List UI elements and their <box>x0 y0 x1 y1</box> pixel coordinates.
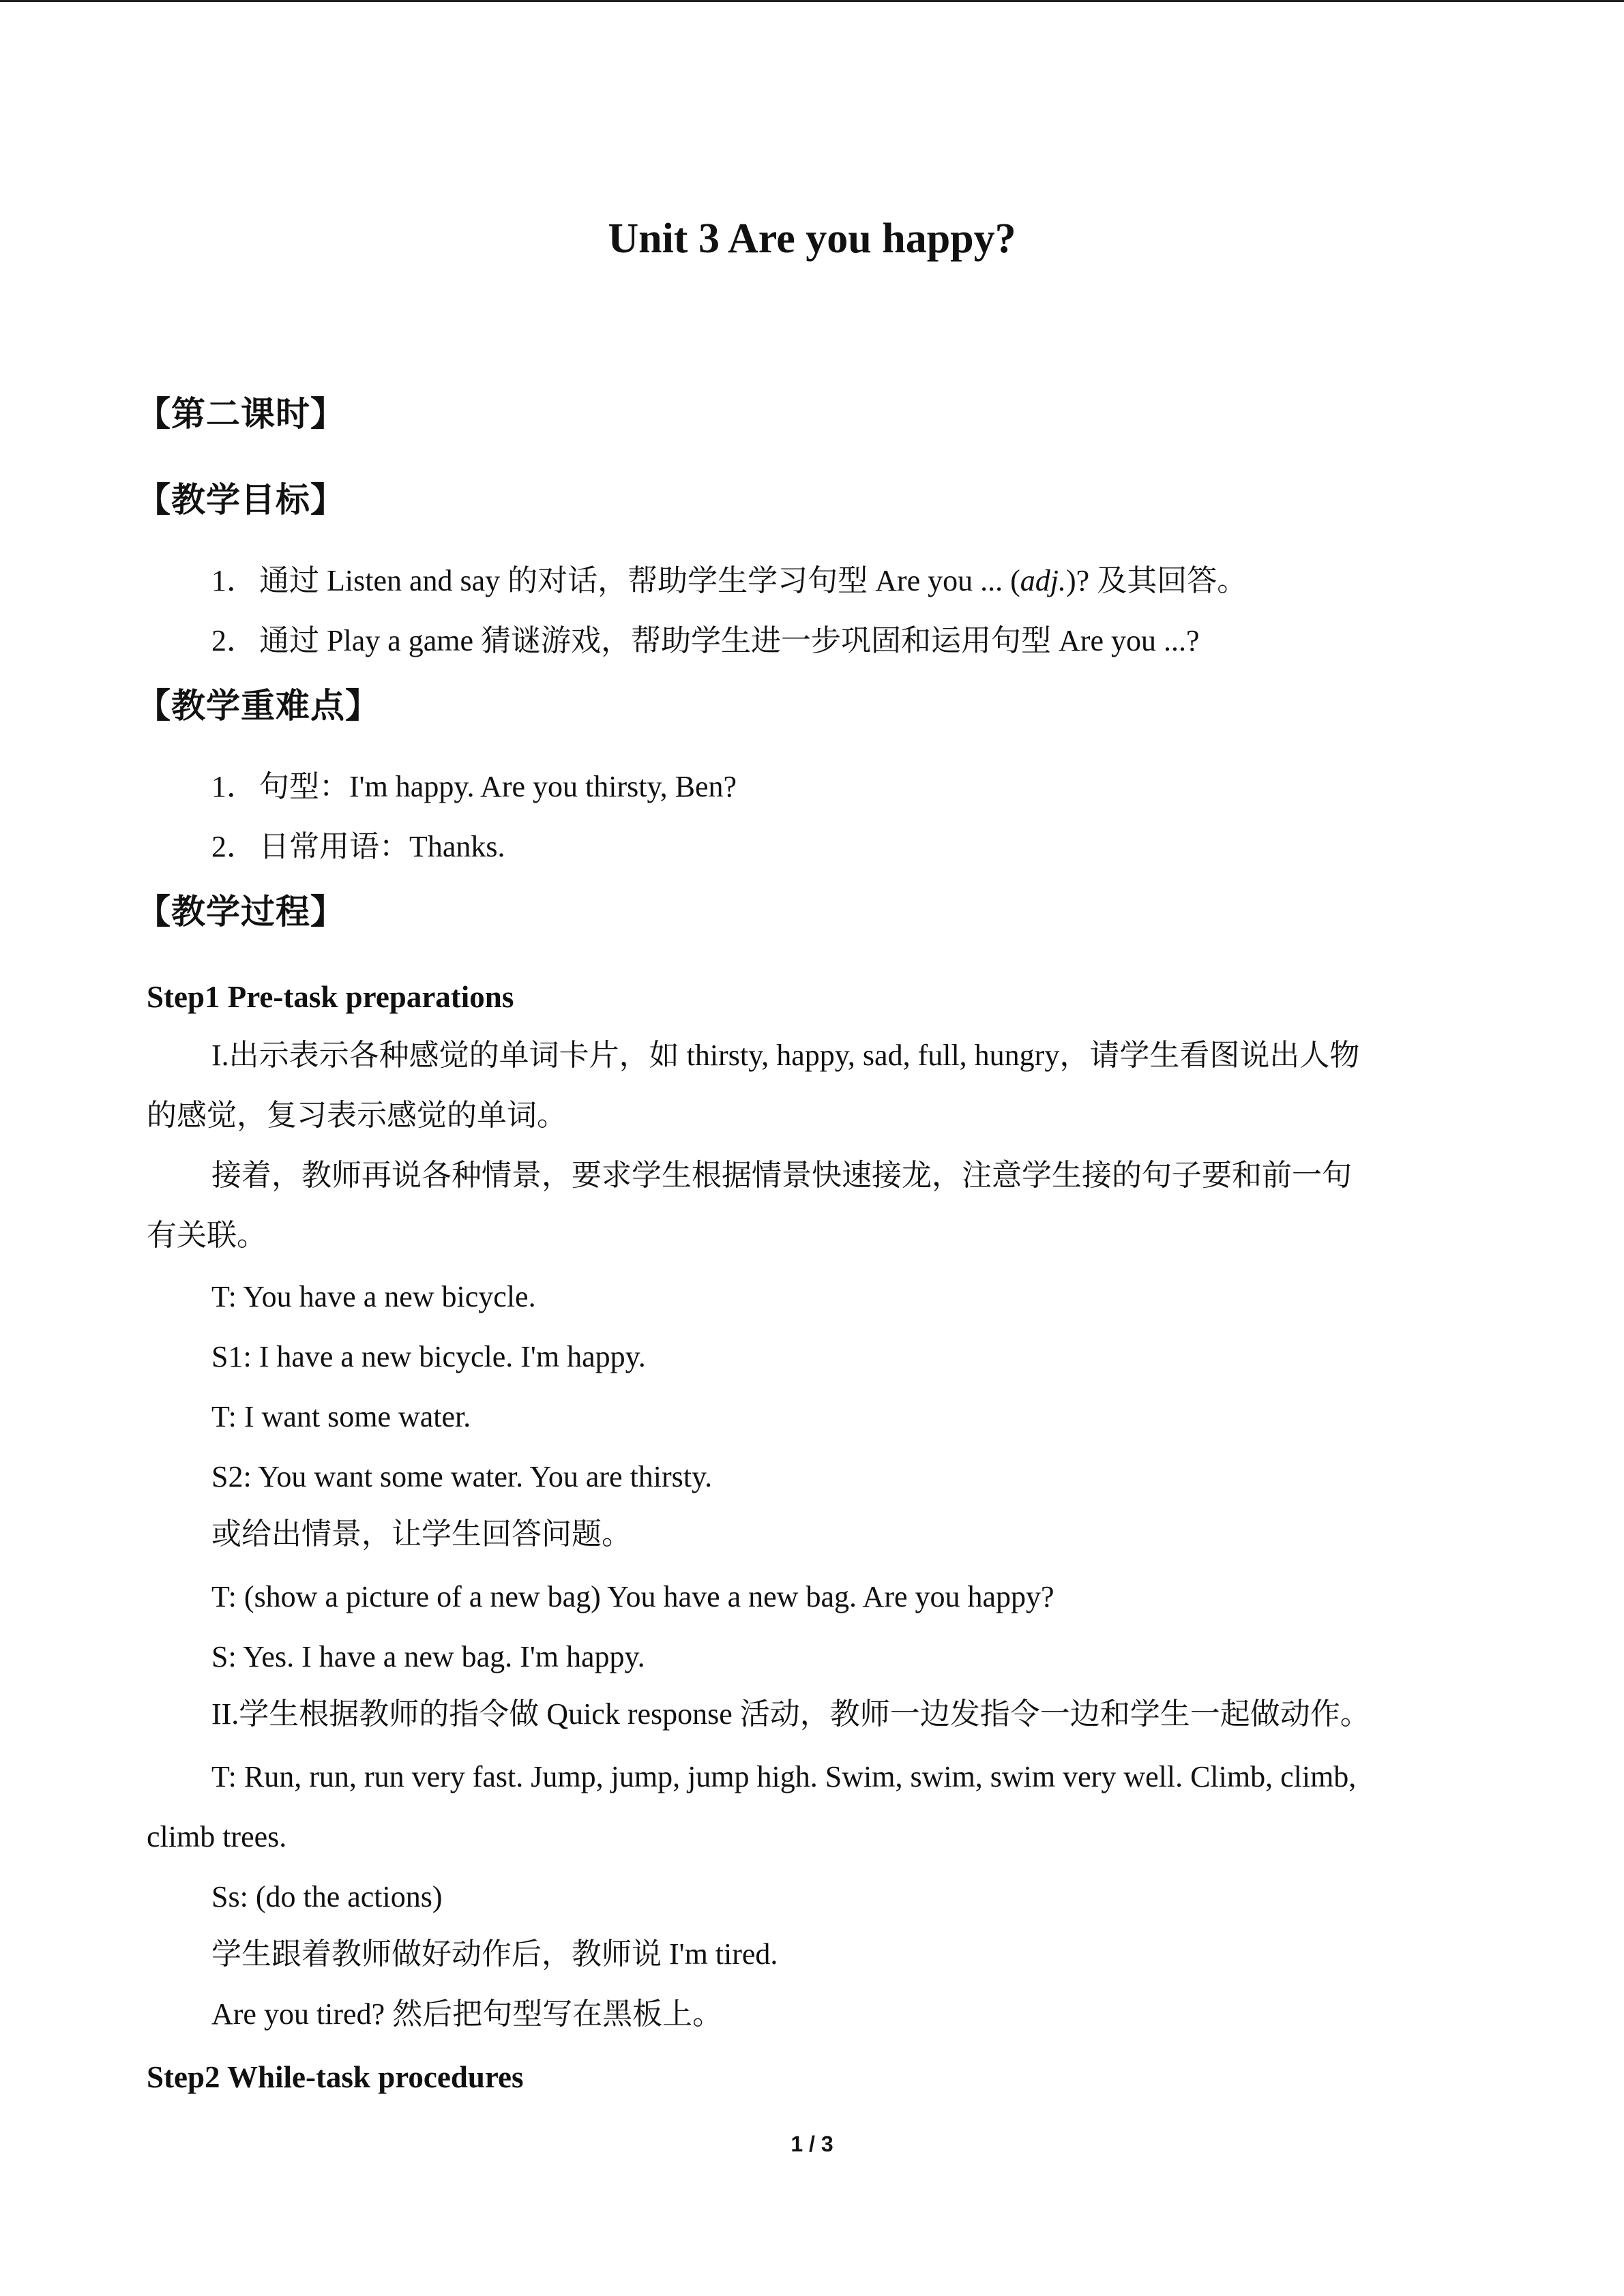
top-border <box>0 0 1624 2</box>
key-point-item-1 <box>211 766 737 807</box>
page-number: 1 / 3 <box>791 2132 833 2156</box>
paragraph-line: 接着，教师再说各种情景，要求学生根据情景快速接龙，注意学生接的句子要和前一句 <box>211 1159 1352 1192</box>
goal-text: 通过 Play a game 猜谜游戏，帮助学生进一步巩固和运用句型 Are you ...? <box>259 624 1200 657</box>
paragraph-line: climb trees. <box>147 1820 287 1853</box>
goal-number: 2． <box>211 624 256 657</box>
goal-text-end: )? 及其回答。 <box>1066 564 1247 597</box>
paragraph-line: 有关联。 <box>147 1219 267 1252</box>
dialog-line: T: I want some water. <box>211 1400 471 1433</box>
key-point-text: 句型：I'm happy. Are you thirsty, Ben? <box>259 770 737 803</box>
goal-item-1 <box>211 561 1247 601</box>
paragraph-line: 的感觉，复习表示感觉的单词。 <box>147 1099 567 1132</box>
dialog-line: S2: You want some water. You are thirsty. <box>211 1460 713 1493</box>
heading-key-points: 【教学重难点】 <box>136 686 380 726</box>
key-point-number: 1． <box>211 770 256 803</box>
key-point-item-2 <box>211 826 505 867</box>
key-point-text: 日常用语：Thanks. <box>259 830 505 863</box>
goal-italic-term: adj. <box>1020 564 1067 597</box>
dialog-line: T: (show a picture of a new bag) You have a new bag. Are you happy? <box>211 1580 1054 1613</box>
heading-goals: 【教学目标】 <box>136 480 345 520</box>
heading-process: 【教学过程】 <box>136 892 345 931</box>
paragraph-line: I.出示表示各种感觉的单词卡片，如 thirsty, happy, sad, full, hungry，请学生看图说出人物 <box>211 1039 1360 1072</box>
heading-lesson: 【第二课时】 <box>136 394 345 434</box>
dialog-line: S: Yes. I have a new bag. I'm happy. <box>211 1640 645 1673</box>
goal-item-2 <box>211 621 1200 661</box>
goal-number: 1． <box>211 564 256 597</box>
document-title: Unit 3 Are you happy? <box>608 215 1016 262</box>
paragraph-line: 学生跟着教师做好动作后，教师说 I'm tired. <box>211 1937 778 1971</box>
paragraph-line: T: Run, run, run very fast. Jump, jump, jump high. Swim, swim, swim very well. Climb, climb, <box>211 1760 1357 1793</box>
paragraph-line: Ss: (do the actions) <box>211 1880 443 1913</box>
paragraph-line: II.学生根据教师的指令做 Quick response 活动，教师一边发指令一边和学生一起做动作。 <box>211 1697 1370 1731</box>
paragraph-line: Are you tired? 然后把句型写在黑板上。 <box>211 1997 723 2031</box>
step2-title: Step2 While-task procedures <box>147 2060 524 2094</box>
key-point-number: 2． <box>211 830 256 863</box>
dialog-line: T: You have a new bicycle. <box>211 1280 536 1313</box>
dialog-line: S1: I have a new bicycle. I'm happy. <box>211 1340 646 1373</box>
step1-title: Step1 Pre-task preparations <box>147 980 514 1014</box>
paragraph-line: 或给出情景，让学生回答问题。 <box>211 1517 632 1551</box>
goal-text: 通过 Listen and say 的对话，帮助学生学习句型 Are you ... ( <box>259 564 1020 597</box>
